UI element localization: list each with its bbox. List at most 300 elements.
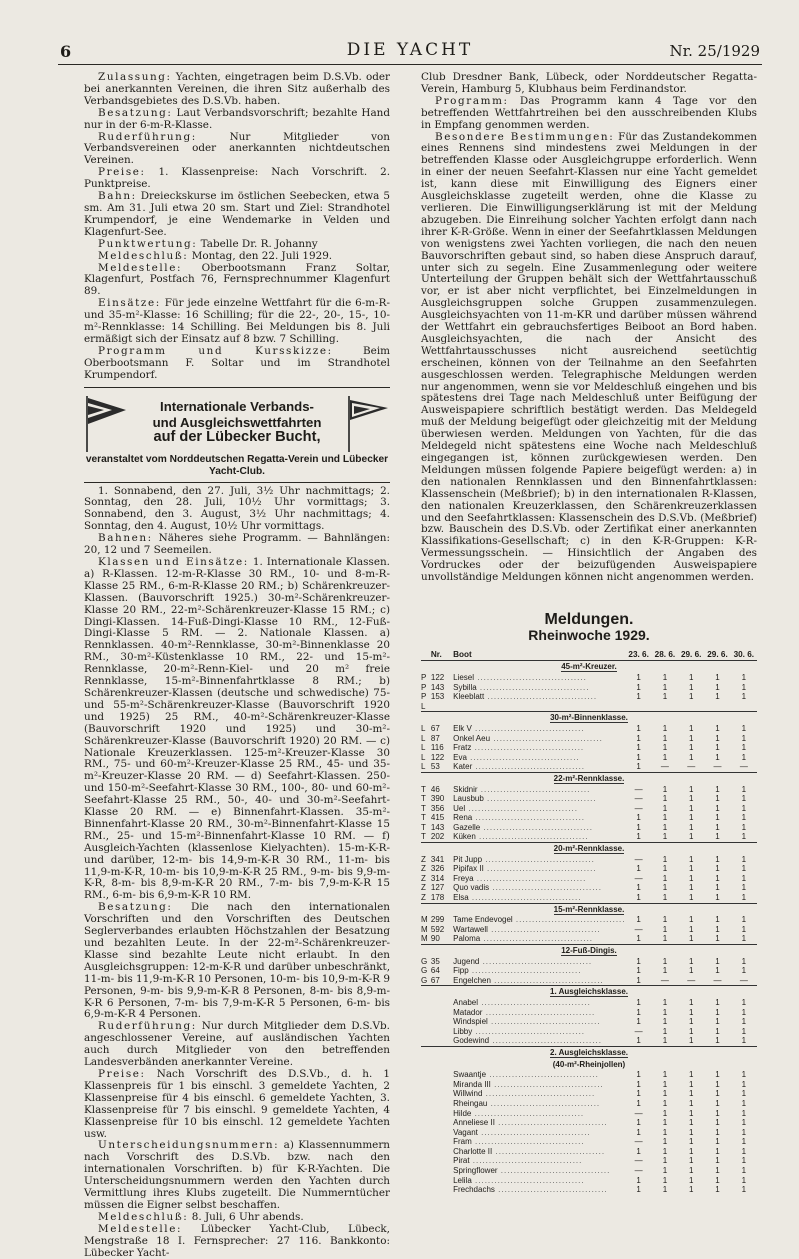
sail-letter — [421, 1027, 431, 1037]
leader-dots: .................................. — [477, 1127, 591, 1137]
paragraph — [421, 72, 757, 96]
table-row — [421, 673, 757, 683]
entry-value: 1 — [715, 1185, 720, 1195]
leader-dots: .................................. — [497, 1166, 611, 1176]
magazine-title: DIE YACHT — [346, 40, 474, 60]
entry-value: — — [713, 975, 722, 985]
sail-number — [431, 1027, 453, 1037]
boat-name-cell — [453, 1089, 625, 1099]
sail-letter — [421, 1008, 431, 1018]
entry-value: 1 — [662, 1166, 668, 1176]
entry-value: 1 — [741, 1070, 747, 1080]
paragraph — [421, 96, 757, 132]
boat-name: Elsa — [453, 893, 469, 903]
entry-value: 1 — [636, 934, 641, 944]
entry-value: 1 — [636, 1070, 641, 1080]
paragraph-text: a) Klassennummern nach Vorschrift des D.S.Vb. bzw. nach den internationalen Vorschriften. b) für K-R-Yachten. Die Unterscheidungsnummern werden den Yachten durch Vermittlung ihres Klubs zugeteilt. Die Nummerntücher müssen die Eigner selbst beschaffen. — [84, 1139, 390, 1211]
entry-value: 1 — [662, 1118, 668, 1128]
class-heading-row — [421, 661, 757, 673]
entry-value: 1 — [741, 813, 747, 823]
table-row — [421, 1166, 757, 1176]
leader-dots: .................................. — [474, 672, 587, 682]
table-row — [421, 823, 757, 833]
sail-number: 356 — [430, 803, 445, 813]
boat-name-cell — [453, 1109, 625, 1119]
table-row — [421, 1109, 757, 1119]
paragraph-lead: Punktwertung: — [98, 237, 198, 250]
paragraph-lead: Besondere Bestimmungen: — [435, 130, 615, 143]
leader-dots: .................................. — [487, 1098, 601, 1108]
entry-value: 1 — [636, 883, 641, 893]
leader-dots: .................................. — [489, 1036, 602, 1046]
sail-letter: P — [421, 672, 427, 682]
left-top-text — [84, 72, 390, 382]
boat-name-cell — [453, 998, 625, 1008]
class-heading-row — [421, 843, 757, 855]
entry-value: 1 — [662, 966, 668, 976]
header-date-1: 23. 6. — [628, 649, 649, 659]
leader-dots: .................................. — [487, 1017, 601, 1027]
entry-value: 1 — [715, 752, 720, 762]
issue-number: Nr. 25/1929 — [669, 42, 760, 60]
leader-dots: .................................. — [480, 934, 594, 944]
paragraph — [421, 132, 757, 584]
entry-value: 1 — [741, 1017, 747, 1027]
entry-value: 1 — [636, 1017, 641, 1027]
boat-name: Skidnir — [453, 784, 478, 794]
entry-value: 1 — [662, 803, 668, 813]
leader-dots: .................................. — [472, 1026, 586, 1036]
entry-value: 1 — [688, 743, 694, 753]
entry-value: 1 — [741, 743, 747, 753]
sail-number: 116 — [430, 743, 444, 753]
paragraph-text: 8. Juli, 6 Uhr abends. — [188, 1210, 304, 1223]
sail-letter: L — [421, 701, 426, 711]
entry-value: 1 — [741, 1166, 747, 1176]
leader-dots: .................................. — [471, 1175, 585, 1185]
regatta-banner — [84, 387, 390, 483]
boat-name-cell — [453, 832, 625, 842]
entry-value: 1 — [636, 692, 641, 702]
leader-dots: .................................. — [482, 854, 595, 864]
entry-value: 1 — [715, 1026, 720, 1036]
entry-value: 1 — [715, 723, 720, 733]
entry-value: 1 — [741, 752, 747, 762]
entry-value: 1 — [741, 1007, 747, 1017]
leader-dots: .................................. — [483, 864, 597, 874]
paragraph-text: Montag, den 22. Juli 1929. — [188, 249, 333, 262]
table-row — [421, 1070, 757, 1080]
table-row — [421, 724, 757, 734]
entry-value: 1 — [662, 1098, 668, 1108]
entry-value: 1 — [636, 752, 641, 762]
entry-value: 1 — [715, 682, 720, 692]
sail-letter: T — [421, 832, 426, 842]
paragraph — [84, 1224, 390, 1259]
entry-value: 1 — [636, 997, 641, 1007]
entry-value: 1 — [688, 1026, 694, 1036]
boat-name-cell — [453, 1027, 625, 1037]
table-row — [421, 864, 757, 874]
sail-number — [431, 1070, 453, 1080]
paragraph-text: Yachten, eingetragen beim D.S.Vb. oder bei anerkannten Vereinen, die ihren Sitz außerhalb des Verbandsgebietes des D.S.Vb. haben. — [84, 71, 390, 107]
table-row — [421, 794, 757, 804]
boat-name-cell — [453, 1080, 625, 1090]
class-heading-row — [421, 986, 757, 998]
entry-value: 1 — [688, 733, 694, 743]
leader-dots: .................................. — [471, 723, 585, 733]
boat-name: Springflower — [453, 1166, 498, 1176]
paragraph — [84, 346, 390, 382]
entry-value: 1 — [741, 1146, 747, 1156]
sail-letter — [421, 1080, 431, 1090]
paragraph-lead: Bahnen: — [98, 532, 153, 545]
sail-number: 64 — [430, 966, 440, 976]
entry-value: 1 — [636, 1079, 641, 1089]
boat-name-cell — [453, 1166, 625, 1176]
paragraph-lead: Einsätze: — [98, 297, 161, 310]
entry-value: 1 — [715, 997, 720, 1007]
boat-name: Onkel Aeu — [453, 733, 491, 743]
entry-value: 1 — [662, 784, 668, 794]
entry-value: 1 — [662, 1036, 668, 1046]
entry-value: 1 — [662, 1156, 668, 1166]
entry-value: 1 — [662, 692, 668, 702]
entry-value: 1 — [636, 1127, 641, 1137]
entry-value: 1 — [662, 956, 668, 966]
paragraph-lead: Klassen und Einsätze: — [98, 556, 249, 568]
entry-value: 1 — [688, 934, 694, 944]
banner-line-2: und Ausgleichswettfahrten — [152, 414, 322, 430]
sail-letter: P — [421, 682, 427, 692]
burgee-flag-icon — [346, 394, 390, 452]
boat-name-cell — [453, 813, 625, 823]
entry-value: 1 — [636, 762, 641, 772]
paragraph-text: 1. Klassenpreise: Nach Vorschrift. 2. Punktpreise. — [84, 166, 390, 191]
boat-name: Lelila — [453, 1175, 472, 1185]
table-row — [421, 1008, 757, 1018]
entry-value: 1 — [688, 997, 694, 1007]
entry-value: 1 — [688, 966, 694, 976]
entry-value: — — [634, 1026, 643, 1036]
sail-number: 90 — [430, 934, 440, 944]
entry-value: 1 — [688, 1166, 694, 1176]
sail-letter: L — [421, 752, 426, 762]
entry-value: 1 — [662, 1108, 668, 1118]
class-heading-row — [421, 712, 757, 724]
entry-value: — — [634, 794, 643, 804]
entry-value: 1 — [636, 1185, 641, 1195]
entry-value: 1 — [688, 723, 694, 733]
boat-name: Tame Endevogel — [453, 915, 513, 925]
leader-dots: .................................. — [465, 803, 578, 813]
leader-dots: .................................. — [490, 975, 604, 985]
entry-value: 1 — [662, 1175, 668, 1185]
boat-name: Pirat — [453, 1156, 470, 1166]
boat-name: Lausbub — [453, 794, 484, 804]
leader-dots: .................................. — [494, 1185, 608, 1195]
entry-value: 1 — [662, 854, 668, 864]
entry-value: 1 — [662, 934, 668, 944]
sail-letter: M — [421, 915, 428, 925]
paragraph — [84, 557, 390, 902]
entry-value: 1 — [715, 692, 720, 702]
table-row — [421, 753, 757, 763]
leader-dots: .................................. — [466, 752, 580, 762]
header-date-2: 28. 6. — [654, 649, 676, 659]
header-date-5: 30. 6. — [733, 649, 755, 659]
sail-number — [431, 1147, 453, 1157]
entry-value: 1 — [715, 1079, 720, 1089]
entry-value — [731, 702, 757, 712]
sail-letter: Z — [421, 873, 426, 883]
paragraph-lead: Meldestelle: — [98, 1222, 183, 1235]
paragraph-text: 1. Internationale Klassen. a) R-Klassen. 12-m-R-Klasse 30 RM., 10- und 8-m-R-Klasse 25 RM., 6-m-R-Klasse 20 RM.; b) Schärenkreuzer-Klassen. (Bauvorschrift 1925.) 30-m²-Schärenkreuzer-Klasse 20 RM., 22-m²-Schärenkreuzer-Klasse 15 RM.; c) Dingi-Klassen. 14-Fuß-Dingi-Klasse 10 RM., 12-Fuß-Dingi-Klasse 5 RM. — 2. Nationale Klassen. a) Rennklassen. 40-m²-Rennklasse, 30-m²-Binnenklasse 20 RM., 30-m²-Küstenklasse 10 RM., 22- und 15-m²-Rennklasse, 20-m²-Renn-Kiel- und 20 m² freie Rennklasse, 15-m²-Binnenfahrtklasse 8 RM.; b) Schärenkreuzer-Klassen (deutsche und schwedische) 75- und 55-m²-Schärenkreuzer-Klasse (Bauvorschrift 1920 und 1925) 25 RM., 40-m²-Schärenkreuzer-Klasse (Bauvorschrift 1920 und 1925) und 30-m²-Schärenkreuzer-Klasse (Bauvorschrift 1920) 20 RM. — c) Nationale Kreuzerklassen. 125-m²-Kreuzer-Klasse 30 RM., 75- und 60-m²-Kreuzer-Klasse 25 RM., 45- und 35-m²-Kreuzer-Klasse 20 RM. — d) Seefahrt-Klassen. 250- und 150-m²-Seefahrt-Klasse 30 RM., 100-, 80- und 60-m²-Seefahrt-Klasse 25 RM., 50-, 40- und 30-m²-Seefahrt-Klasse 20 RM. — e) Binnenfahrt-Klassen. 35-m²-Binnenfahrt-Klasse 20 RM., 30-m²-Binnenfahrt-Klasse 15 RM., 25- und 15-m²-Binnenfahrt-Klasse 10 RM. — f) Ausgleich-Yachten (klassenlose Kielyachten). 15-m-K-R- und darüber, 12-m- bis 14,9-m-K-R 30 RM., 11-m- bis 11,9-m-K-R, 10-m- bis 10,9-m-K-R 25 RM., 9-m- bis 9,9-m-K-R, 8-m- bis 8,9-m-K-R 20 RM., 7-m- bis 7,9-m-K-R 15 RM., 6-m- bis 6,9-m-K-R 10 RM. — [84, 556, 390, 902]
boat-name-cell — [453, 864, 625, 874]
sail-letter: T — [421, 813, 426, 823]
paragraph-lead: Besatzung: — [98, 901, 173, 914]
boat-name: Elk V — [453, 723, 472, 733]
paragraph — [84, 72, 390, 108]
entry-value: 1 — [688, 1108, 694, 1118]
entry-value: 1 — [662, 864, 668, 874]
paragraph-lead: Ruderführung: — [98, 130, 197, 143]
entry-value: 1 — [662, 682, 668, 692]
sail-number — [431, 1137, 453, 1147]
entry-value: 1 — [662, 1146, 668, 1156]
class-heading: 45-m²-Kreuzer. — [561, 662, 617, 672]
entry-value: — — [634, 1166, 643, 1176]
paragraph-lead: Meldestelle: — [98, 261, 183, 274]
page-number: 6 — [60, 42, 72, 61]
entry-value: 1 — [688, 854, 694, 864]
entry-value: 1 — [688, 1127, 694, 1137]
class-heading: 12-Fuß-Dingis. — [561, 946, 617, 955]
paragraph-text: 1. Sonnabend, den 27. Juli, 3½ Uhr nachmittags; 2. Sonntag, den 28. Juli, 10½ Uhr vormittags; 3. Sonnabend, den 3. August, 3½ Uhr nachmittags; 4. Sonntag, den 4. August, 10½ Uhr vormittags. — [84, 484, 390, 533]
entry-value: 1 — [688, 832, 694, 842]
entry-value: 1 — [688, 1017, 694, 1027]
table-row — [421, 1017, 757, 1027]
header-nr: Nr. — [430, 649, 442, 659]
sail-letter: Z — [421, 883, 426, 893]
boat-name: Anabel — [453, 997, 479, 1007]
leader-dots: .................................. — [477, 784, 591, 794]
entry-value: 1 — [715, 672, 720, 682]
entries-header-row — [421, 650, 757, 661]
leader-dots: .................................. — [473, 873, 587, 883]
class-heading: 30-m²-Binnenklasse. — [550, 713, 628, 723]
boat-name: Jugend — [453, 956, 480, 966]
entry-value: 1 — [636, 1007, 641, 1017]
entry-value: 1 — [636, 723, 641, 733]
paragraph-text: Oberbootsmann Franz Soltar, Klagenfurt, Postfach 76, Fernsprechnummer Klagenfurt 89. — [84, 261, 390, 298]
entry-value: 1 — [688, 864, 694, 874]
leader-dots: .................................. — [494, 1118, 608, 1128]
left-column — [84, 72, 390, 1259]
table-row — [421, 804, 757, 814]
entry-value: 1 — [741, 822, 747, 832]
boat-name: Uel — [453, 803, 466, 813]
entry-value: — — [713, 762, 722, 772]
header-date-3: 29. 6. — [680, 649, 702, 659]
boat-name-cell — [453, 1017, 625, 1027]
entry-value: 1 — [741, 723, 747, 733]
entry-value: 1 — [715, 893, 720, 903]
entry-value: — — [687, 975, 696, 985]
entry-value: 1 — [662, 1017, 668, 1027]
class-heading: 20-m²-Rennklasse. — [553, 844, 625, 854]
entries-body — [421, 661, 757, 1195]
boat-name-cell — [453, 1137, 625, 1147]
table-row — [421, 1118, 757, 1128]
paragraph-text: Lübecker Yacht-Club, Lübeck, Mengstraße 18 I. Fernsprecher: 27 116. Bankkonto: Lübecker Yacht- — [84, 1222, 390, 1259]
boat-name: Liesel — [453, 672, 475, 682]
sail-letter: T — [421, 794, 426, 804]
boat-name: Sybilla — [453, 682, 477, 692]
class-subheading: (40-m²-Rheinjollen) — [552, 1059, 626, 1069]
entry-value: 1 — [662, 924, 668, 934]
table-row — [421, 1099, 757, 1109]
table-row — [421, 925, 757, 935]
entry-value: 1 — [741, 1137, 747, 1147]
leader-dots: .................................. — [486, 1070, 599, 1080]
pennant-flag-icon — [84, 394, 128, 452]
entry-value: 1 — [662, 1007, 668, 1017]
entry-value: 1 — [688, 1079, 694, 1089]
entry-value: 1 — [688, 1098, 694, 1108]
sail-number: 178 — [430, 893, 445, 903]
paragraph-text: Beim Oberbootsmann F. Soltar und im Strandhotel Krumpendorf. — [84, 344, 391, 381]
leader-dots: .................................. — [489, 883, 602, 893]
table-row — [421, 702, 757, 712]
boat-name: Küken — [453, 832, 476, 842]
entry-value: 1 — [741, 682, 747, 692]
leader-dots: .................................. — [471, 1137, 585, 1147]
entry-value: 1 — [715, 883, 720, 893]
sail-number: 326 — [430, 864, 445, 874]
boat-name: Libby — [453, 1026, 473, 1036]
sail-number: 122 — [430, 752, 445, 762]
sail-number — [431, 998, 453, 1008]
entry-value — [678, 702, 704, 712]
class-heading: 15-m²-Rennklasse. — [553, 904, 625, 914]
boat-name-cell — [453, 683, 625, 693]
boat-name: Charlotte II — [453, 1146, 493, 1156]
entry-value: 1 — [741, 733, 747, 743]
meldungen-subtitle: Rheinwoche 1929. — [528, 626, 650, 643]
entry-value: 1 — [741, 794, 747, 804]
entry-value: 1 — [715, 1036, 720, 1046]
sail-letter — [421, 1118, 431, 1128]
sail-number — [431, 1080, 453, 1090]
entry-value: 1 — [688, 672, 694, 682]
sail-number: 202 — [430, 832, 445, 842]
paragraph — [84, 1140, 390, 1211]
boat-name: Freya — [453, 873, 474, 883]
entry-value: 1 — [741, 893, 747, 903]
sail-letter — [421, 1089, 431, 1099]
table-row — [421, 893, 757, 903]
entry-value: — — [660, 975, 669, 985]
entry-value: 1 — [715, 1166, 720, 1176]
leader-dots: .................................. — [469, 1156, 583, 1166]
entry-value: 1 — [662, 915, 668, 925]
entry-value: 1 — [636, 956, 641, 966]
paragraph-text: Das Programm kann 4 Tage vor den betreffenden Wettfahrtreihen bei den ausschreibenden Klubs in Empfang genommen werden. — [421, 94, 757, 131]
leader-dots: .................................. — [471, 743, 585, 753]
entry-value: 1 — [741, 803, 747, 813]
entry-value: 1 — [636, 966, 641, 976]
entry-value: 1 — [715, 956, 720, 966]
boat-name: Godewind — [453, 1036, 490, 1046]
sail-number — [431, 1156, 453, 1166]
entry-value: 1 — [715, 934, 720, 944]
entry-value: 1 — [715, 854, 720, 864]
boat-name: Frechdachs — [453, 1185, 495, 1195]
entry-value: 1 — [715, 966, 720, 976]
boat-name: Willwind — [453, 1089, 483, 1099]
class-heading-row — [421, 945, 757, 957]
leader-dots: .................................. — [476, 682, 590, 692]
boat-name-cell — [453, 794, 625, 804]
paragraph-text: Die nach den internationalen Vorschriften und den Vorschriften des Deutschen Seglerverbandes erlaubten Höchstzahlen der Besatzung und bezahlten Leute. In der 22-m²-Schärenkreuzer-Klasse sind bezahlte Leute nicht erlaubt. In den Ausgleichsgruppen: 12-m-K-R und darüber unbeschränkt, 11-m- bis 11,9-m-K-R 10 Personen, 10-m- bis 10,9-m-K-R 9 Personen, 9-m- bis 9,9-m-K-R 8 Personen, 8-m- bis 8,9-m-K-R 6 Personen, 7-m- bis 7,9-m-K-R 5 Personen, 6-m- bis 6,9-m-K-R 4 Personen. — [84, 901, 390, 1021]
entry-value: 1 — [741, 692, 747, 702]
boat-name-cell — [453, 1185, 625, 1195]
entry-value: 1 — [715, 915, 720, 925]
sail-letter: T — [421, 822, 426, 832]
sail-number: 415 — [430, 813, 445, 823]
class-heading: 2. Ausgleichsklasse. — [550, 1047, 628, 1057]
entry-value: 1 — [741, 934, 747, 944]
page-header — [60, 38, 760, 62]
boat-name-cell — [453, 966, 625, 976]
entry-value: 1 — [662, 733, 668, 743]
boat-name: Kleeblatt — [453, 692, 485, 702]
paragraph — [84, 1069, 390, 1140]
boat-name-cell — [453, 1176, 625, 1186]
table-row — [421, 915, 757, 925]
sail-letter: G — [421, 966, 428, 976]
entry-value: 1 — [715, 1127, 720, 1137]
boat-name-cell — [453, 692, 625, 702]
sail-number — [431, 1118, 453, 1128]
entry-value: 1 — [715, 1089, 720, 1099]
entry-value: — — [687, 762, 696, 772]
entry-value: 1 — [741, 873, 747, 883]
right-column — [421, 72, 757, 1195]
entry-value: 1 — [741, 966, 747, 976]
entry-value: — — [634, 1156, 643, 1166]
sail-number: 122 — [430, 672, 445, 682]
paragraph — [84, 191, 390, 239]
sail-letter — [421, 1036, 431, 1046]
entry-value: 1 — [741, 784, 747, 794]
sail-letter: M — [421, 924, 428, 934]
boat-name: Paloma — [453, 934, 481, 944]
entry-value: 1 — [636, 682, 641, 692]
class-heading: 1. Ausgleichsklasse. — [550, 987, 628, 997]
entry-value: — — [739, 762, 748, 772]
paragraph — [84, 298, 390, 346]
paragraph-text: Tabelle Dr. R. Johanny — [197, 237, 318, 250]
boat-name: Wartawell — [453, 924, 488, 934]
entry-value: 1 — [741, 997, 747, 1007]
class-heading: 22-m²-Rennklasse. — [553, 773, 625, 783]
entry-value: 1 — [688, 752, 694, 762]
paragraph — [84, 132, 390, 168]
sail-number — [431, 1176, 453, 1186]
entry-value: 1 — [715, 1137, 720, 1147]
